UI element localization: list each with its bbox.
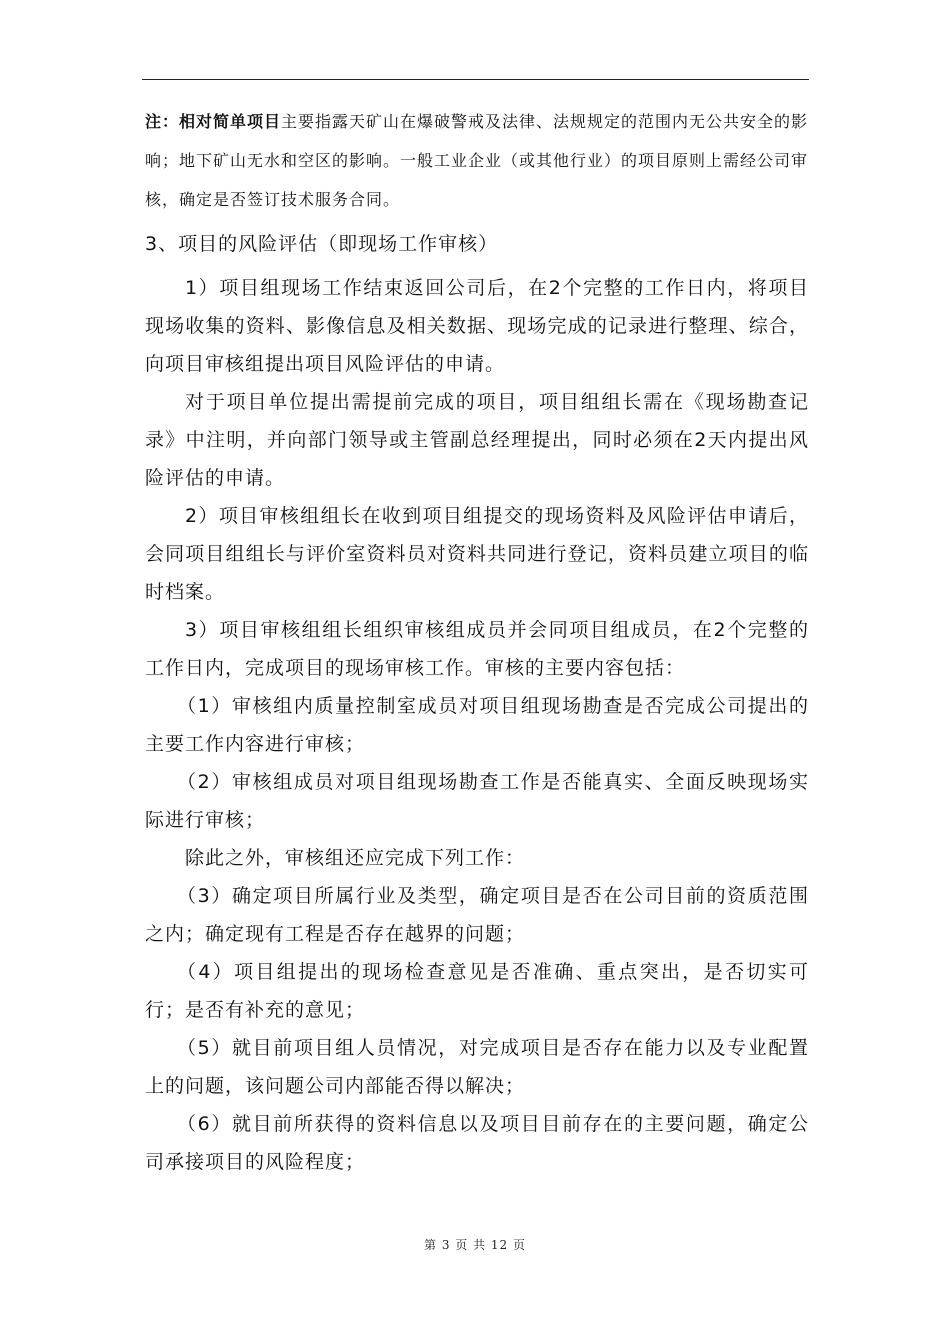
list-item-5: （5）就目前项目组人员情况，对完成项目是否存在能力以及专业配置上的问题，该问题公司内部能否得以解决；: [145, 1037, 809, 1097]
paragraph-step-1: 1）项目组现场工作结束返回公司后，在2个完整的工作日内，将项目现场收集的资料、影像信息及相关数据、现场完成的记录进行整理、综合，向项目审核组提出项目风险评估的申请。: [145, 277, 809, 375]
page-number-footer: 第 3 页 共 12 页: [424, 1238, 526, 1252]
paragraph-step-3: 3）项目审核组组长组织审核组成员并会同项目组成员，在2个完整的工作日内，完成项目的现场审核工作。审核的主要内容包括：: [145, 619, 809, 679]
list-item-6: （6）就目前所获得的资料信息以及项目目前存在的主要问题，确定公司承接项目的风险程度；: [145, 1113, 809, 1173]
list-item-2: （2）审核组成员对项目组现场勘查工作是否能真实、全面反映现场实际进行审核；: [145, 771, 809, 831]
paragraph-step-2: 2）项目审核组组长在收到项目组提交的现场资料及风险评估申请后，会同项目组组长与评价室资料员对资料共同进行登记，资料员建立项目的临时档案。: [145, 505, 809, 603]
document-body: [145, 102, 809, 1181]
section-heading: 3、项目的风险评估（即现场工作审核）: [145, 233, 499, 255]
note-paragraph: [145, 102, 809, 219]
note-lead: 注：相对简单项目: [145, 112, 282, 131]
list-item-3: （3）确定项目所属行业及类型，确定项目是否在公司目前的资质范围之内；确定现有工程是否存在越界的问题；: [145, 885, 809, 945]
list-item-4: （4）项目组提出的现场检查意见是否准确、重点突出，是否切实可行；是否有补充的意见；: [145, 961, 809, 1021]
paragraph-early-completion: 对于项目单位提出需提前完成的项目，项目组组长需在《现场勘查记录》中注明，并向部门领导或主管副总经理提出，同时必须在2天内提出风险评估的申请。: [145, 391, 809, 489]
header-divider: [142, 79, 809, 80]
paragraph-additional-work: 除此之外，审核组还应完成下列工作：: [185, 847, 526, 869]
note-text: 主要指露天矿山在爆破警戒及法律、法规规定的范围内无公共安全的影响；地下矿山无水和空区的影响。一般工业企业（或其他行业）的项目原则上需经公司审核，确定是否签订技术服务合同。: [145, 112, 809, 209]
list-item-1: （1）审核组内质量控制室成员对项目组现场勘查是否完成公司提出的主要工作内容进行审核；: [145, 695, 809, 755]
